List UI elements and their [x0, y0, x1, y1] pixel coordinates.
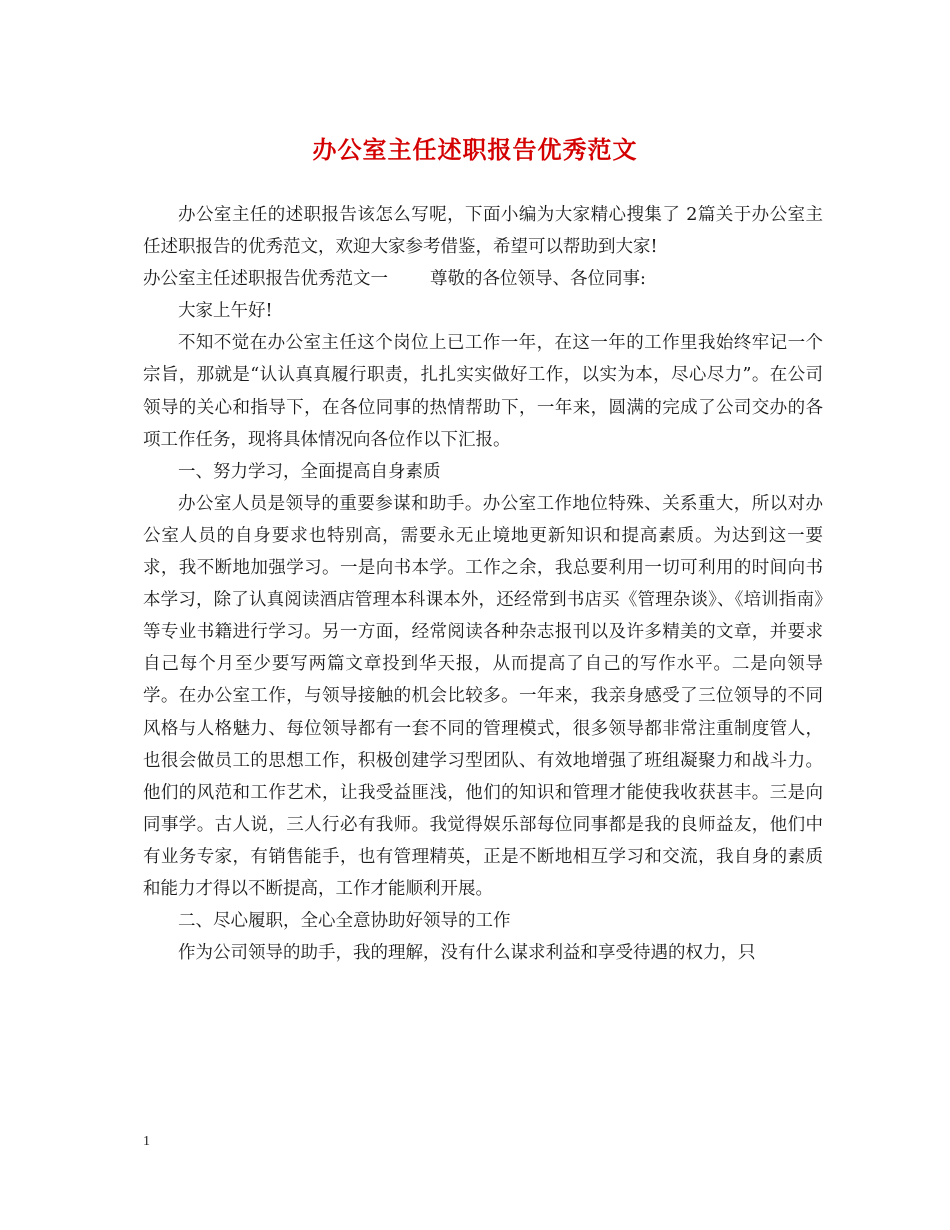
document-title: 办公室主任述职报告优秀范文 — [312, 135, 638, 164]
salutation: 尊敬的各位领导、各位同事: — [430, 269, 646, 290]
heading-spacer — [388, 263, 430, 295]
section-heading-2: 二、尽心履职，全心全意协助好领导的工作 — [178, 911, 511, 932]
paragraph-2: 办公室人员是领导的重要参谋和助手。办公室工作地位特殊、关系重大，所以对办公室人员的自身要求也特别高，需要永无止境地更新知识和提高素质。为达到这一要求，我不断地加强学习。一是向书本学。工作之余，我总要利用一切可利用的时间向书本学习，除了认真阅读酒店管理本科课本外，还经常到书店买《管理杂谈》、《培训指南》等专业书籍进行学习。另一方面，经常阅读各种杂志报刊以及许多精美的文章，并要求自己每个月至少要写两篇文章投到华天报，从而提高了自己的写作水平。二是向领导学。在办公室工作，与领导接触的机会比较多。一年来，我亲身感受了三位领导的不同风格与人格魅力、每位领导都有一套不同的管理模式，很多领导都非常注重制度管人，也很会做员工的思想工作，积极创建学习型团队、有效地增强了班组凝聚力和战斗力。他们的风范和工作艺术，让我受益匪浅，他们的知识和管理才能使我收获甚丰。三是向同事学。古人说，三人行必有我师。我觉得娱乐部每位同事都是我的良师益友，他们中有业务专家，有销售能手，也有管理精英，正是不断地相互学习和交流，我自身的素质和能力才得以不断提高，工作才能顺利开展。 — [143, 493, 823, 899]
paragraph-heading-line — [143, 263, 823, 295]
paragraph-1: 不知不觉在办公室主任这个岗位上已工作一年，在这一年的工作里我始终牢记一个宗旨，那就是“认认真真履行职责，扎扎实实做好工作，以实为本，尽心尽力”。在公司领导的关心和指导下，在各位同事的热情帮助下，一年来，圆满的完成了公司交办的各项工作任务，现将具体情况向各位作以下汇报。 — [143, 333, 823, 450]
paragraph-3: 作为公司领导的助手，我的理解，没有什么谋求利益和享受待遇的权力，只 — [178, 943, 756, 964]
essay-heading: 办公室主任述职报告优秀范文一 — [143, 269, 388, 290]
document-body — [143, 199, 823, 969]
paragraph-intro: 办公室主任的述职报告该怎么写呢，下面小编为大家精心搜集了 2篇关于办公室主任述职报告的优秀范文，欢迎大家参考借鉴，希望可以帮助到大家! — [143, 205, 823, 258]
section-heading-1: 一、努力学习，全面提高自身素质 — [178, 461, 441, 482]
paragraph-greeting: 大家上午好! — [178, 301, 273, 322]
page-number: 1 — [143, 1134, 150, 1149]
